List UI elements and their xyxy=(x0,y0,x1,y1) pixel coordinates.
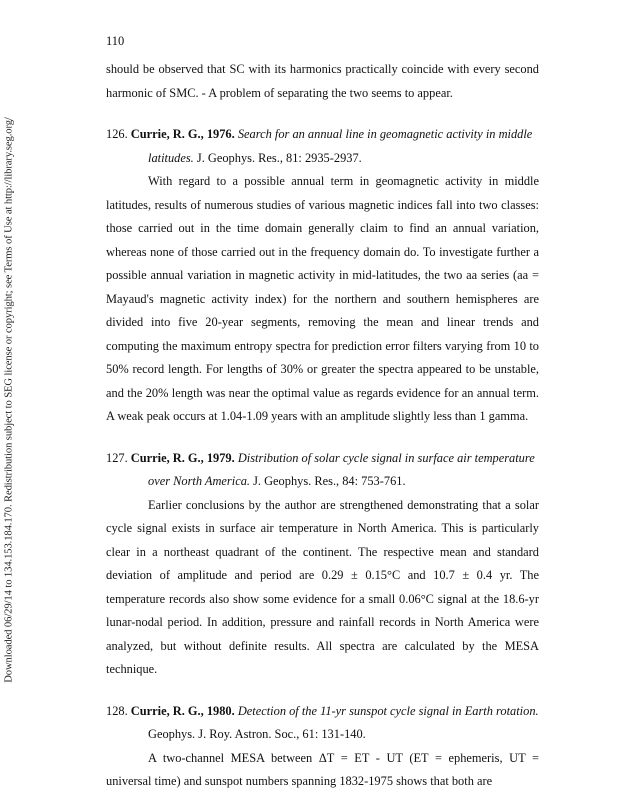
entry-abstract: A two-channel MESA between ΔT = ET - UT (ET = ephemeris, UT = universal time) and sunspot numbers spanning 1832-1975 shows that both are xyxy=(106,750,539,788)
entry-abstract: With regard to a possible annual term in geomagnetic activity in middle latitudes, results of numerous studies of various magnetic indices fall into two classes: those carried out in the time domain generally claim to find an annual variation, whereas none of those carried out in the frequency domain do. To investigate further a possible annual variation in magnetic activity in mid-latitudes, the two aa series (aa = Mayaud's magnetic activity index) for the northern and southern hemispheres are divided into five 20-year segments, removing the mean and linear trends and computing the maximum entropy spectra for prediction error filters varying from 10 to 50% record length. For lengths of 30% or greater the spectra appeared to be unstable, and the 20% length was near the optimal value as regards evidence for an annual term. A weak peak occurs at 1.04-1.09 years with an amplitude slightly less than 1 gamma. xyxy=(106,174,539,423)
download-notice xyxy=(2,117,16,683)
entry-source: J. Geophys. Res., 81: 2935-2937. xyxy=(196,150,362,165)
entry-author: Currie, R. G., 1979. xyxy=(130,450,235,465)
intro-paragraph: should be observed that SC with its harmonics practically coincide with every second harmonic of SMC. - A problem of separating the two seems to appear. xyxy=(106,62,539,100)
entry-author: Currie, R. G., 1980. xyxy=(130,703,235,718)
citation xyxy=(106,447,539,494)
bibliography-entry-127 xyxy=(106,447,539,682)
entry-number: 128. xyxy=(106,703,128,718)
page-body xyxy=(106,58,539,794)
entry-title: Detection of the 11-yr sunspot cycle signal in Earth rotation. xyxy=(237,703,539,718)
entry-source: J. Geophys. Res., 84: 753-761. xyxy=(253,474,406,488)
bibliography-entry-126 xyxy=(106,123,539,429)
page-number: 110 xyxy=(106,34,125,48)
entry-abstract: Earlier conclusions by the author are strengthened demonstrating that a solar cycle signal exists in surface air temperature in North America. This is particularly clear in a northeast quadrant of the continent. The respective mean and standard deviation of amplitude and period are 0.29 ± 0.15°C and 10.7 ± 0.4 yr. The temperature records also show some evidence for a small 0.06°C signal at the 18.6-yr lunar-nodal period. In addition, pressure and rainfall records in North America were analyzed, but without definite results. All spectra are calculated by the MESA technique. xyxy=(106,497,539,676)
entry-title: Search for an annual line in geomagnetic activity in middle latitudes. xyxy=(148,127,533,165)
entry-author: Currie, R. G., 1976. xyxy=(130,127,235,141)
citation xyxy=(106,700,539,747)
entry-title: Distribution of solar cycle signal in surface air temperature over North America. xyxy=(148,450,535,488)
download-notice-text: Downloaded 06/29/14 to 134.153.184.170. Redistribution subject to SEG license or copyright; see Terms of Use at http://library.seg.org/ xyxy=(3,117,15,683)
citation xyxy=(106,123,539,170)
entry-number: 127. xyxy=(106,450,128,465)
entry-number: 126. xyxy=(106,127,128,141)
entry-source: Geophys. J. Roy. Astron. Soc., 61: 131-140. xyxy=(148,727,366,741)
bibliography-entry-128 xyxy=(106,700,539,794)
